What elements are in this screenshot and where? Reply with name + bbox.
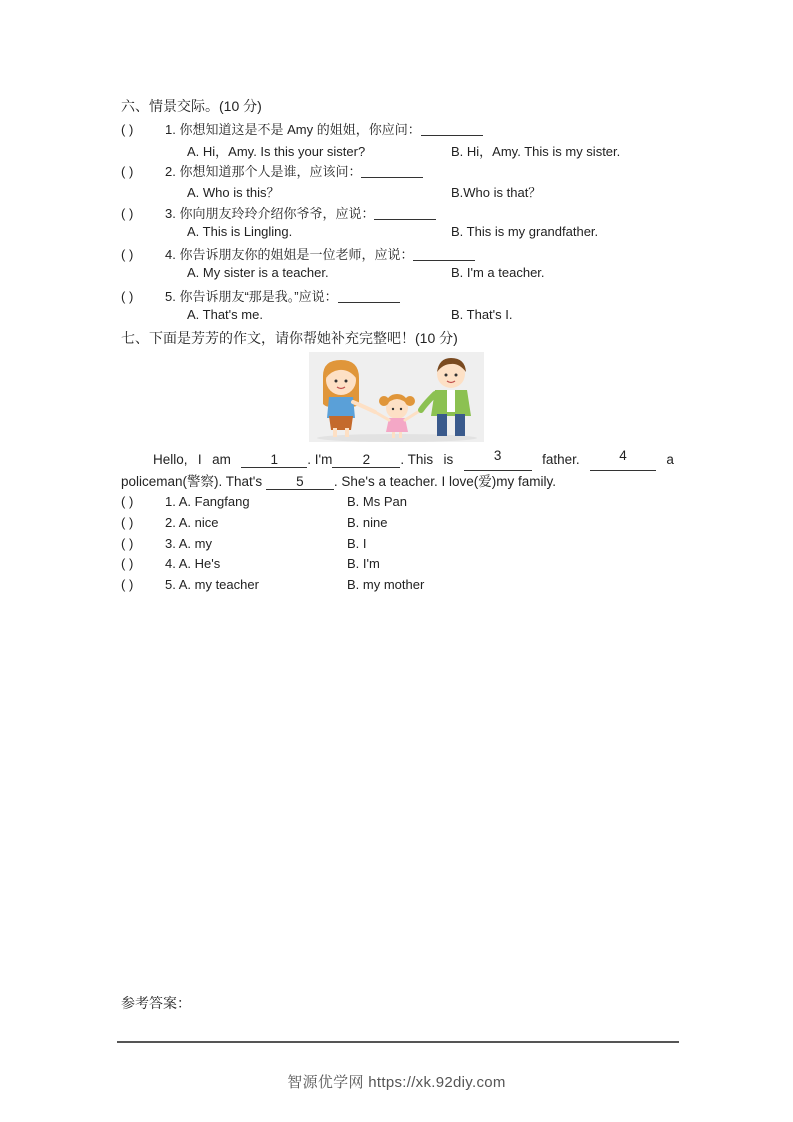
choice-b: B. I'm [347,556,380,571]
option-b: B. I'm a teacher. [451,265,545,280]
word: I [197,452,202,467]
passage-line-2 [121,471,674,493]
option-a: A. This is Lingling. [187,224,293,239]
question-text: 你向朋友玲玲介绍你爷爷，应说： [179,206,375,221]
question-number: 5. [165,289,176,304]
answer-paren: ( ) [121,247,134,262]
question-number: 2. [165,164,176,179]
answer-paren: ( ) [121,536,134,551]
answer-paren: ( ) [121,289,134,304]
choice-row [121,494,250,509]
answer-paren: ( ) [121,122,134,137]
blank-4: 4 [590,449,656,471]
question-number: 1. [165,122,176,137]
choice-b: B. nine [347,515,388,530]
answer-paren: ( ) [121,577,134,592]
answer-blank [413,247,475,261]
question-1 [121,119,483,138]
word: policeman(警察). That's [121,474,263,489]
answer-paren: ( ) [121,206,134,221]
option-b: B. That's I. [451,307,513,322]
answer-blank [338,289,400,303]
option-b: B.Who is that？ [451,185,542,200]
question-2 [121,161,423,180]
choice-b: B. my mother [347,577,425,592]
answer-paren: ( ) [121,515,134,530]
choice-b: B. Ms Pan [347,494,407,509]
choice-b: B. I [347,536,367,551]
word: Hello, [153,452,188,467]
question-text: 你想知道这是不是 Amy 的姐姐，你应问： [179,122,421,137]
blank-2: 2 [332,453,400,468]
section7-title: 七、下面是芳芳的作文，请你帮她补充完整吧！(10 分) [121,330,458,346]
option-b: B. This is my grandfather. [451,224,599,239]
option-a: A. Hi，Amy. Is this your sister? [187,144,366,159]
answer-paren: ( ) [121,556,134,571]
word: . She's a teacher. I love(爱)my family. [333,474,557,489]
footer-text: 智源优学网 https://xk.92diy.com [287,1074,506,1091]
question-text: 你告诉朋友你的姐姐是一位老师，应说： [179,247,414,262]
choice-row [121,515,218,530]
blank-5: 5 [266,475,334,490]
section6-title: 六、情景交际。(10 分) [121,98,262,114]
word: am [212,452,231,467]
question-number: 4. [165,247,176,262]
choice-row [121,536,212,551]
choice-a: 2. A. nice [165,515,219,530]
question-number: 3. [165,206,176,221]
passage-line-1 [121,449,674,471]
question-3 [121,203,436,222]
choice-a: 4. A. He's [165,556,221,571]
family-illustration [309,352,484,442]
blank-1: 1 [241,453,307,468]
question-4 [121,244,475,263]
choice-row [121,556,220,571]
option-a: A. That's me. [187,307,263,322]
blank-3: 3 [464,449,532,471]
choice-a: 1. A. Fangfang [165,494,250,509]
choice-row [121,577,259,592]
answer-blank [421,122,483,136]
option-b: B. Hi，Amy. This is my sister. [451,144,621,159]
option-a: A. My sister is a teacher. [187,265,329,280]
family-icon [309,352,484,442]
footer-divider [117,1041,679,1043]
word: a [666,452,674,467]
option-a: A. Who is this？ [187,185,280,200]
question-text: 你告诉朋友“那是我。”应说： [179,289,338,304]
word: . I'm [307,452,333,467]
choice-a: 3. A. my [165,536,212,551]
question-text: 你想知道那个人是谁，应该问： [179,164,362,179]
answer-paren: ( ) [121,164,134,179]
question-5 [121,286,400,305]
word: is [443,452,454,467]
word: . This [400,452,434,467]
answer-blank [374,206,436,220]
choice-a: 5. A. my teacher [165,577,259,592]
answers-label: 参考答案： [121,995,191,1011]
answer-blank [361,164,423,178]
answer-paren: ( ) [121,494,134,509]
composition-passage [121,449,674,493]
word: father. [542,452,580,467]
